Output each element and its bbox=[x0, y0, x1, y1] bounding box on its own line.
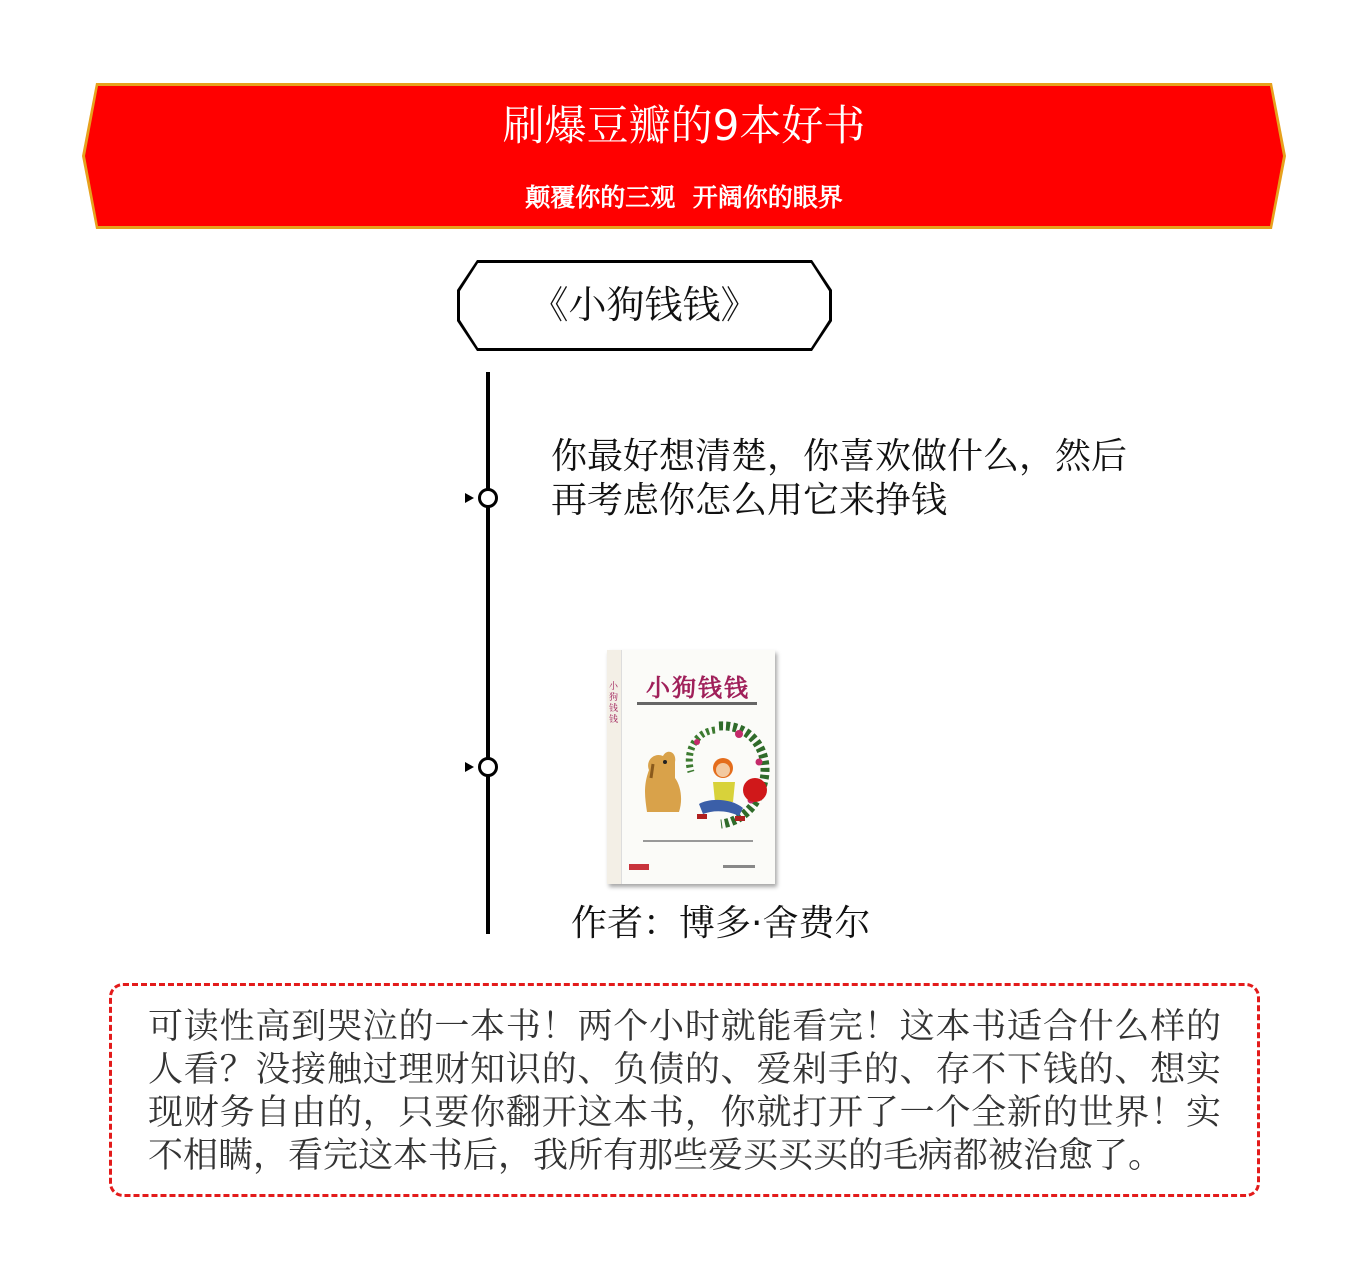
cover-tagline-bar bbox=[637, 702, 757, 705]
cover-spine bbox=[607, 650, 622, 884]
publisher-name-line bbox=[723, 865, 755, 868]
cover-spine-title: 小狗钱钱 bbox=[609, 682, 619, 725]
arrow-right-icon bbox=[465, 762, 474, 772]
publisher-logo bbox=[629, 864, 649, 870]
book-author: 作者：博多·舍费尔 bbox=[571, 903, 871, 944]
dog-and-girl-illustration-icon bbox=[627, 712, 775, 832]
page-subtitle: 颠覆你的三观 开阔你的眼界 bbox=[525, 183, 843, 212]
cover-title: 小狗钱钱 bbox=[646, 674, 750, 702]
page-title: 刷爆豆瓣的9本好书 bbox=[502, 101, 866, 150]
arrow-right-icon bbox=[465, 493, 474, 503]
review-text: 可读性高到哭泣的一本书！两个小时就能看完！这本书适合什么样的人看？没接触过理财知识的、负债的、爱剁手的、存不下钱的、想实现财务自由的，只要你翻开这本书，你就打开了一个全新的世界！实不相瞒，看完这本书后，我所有那些爱买买买的毛病都被治愈了。 bbox=[148, 1007, 1221, 1176]
cover-badge bbox=[743, 778, 767, 802]
timeline-node-icon bbox=[478, 757, 498, 777]
timeline-node-icon bbox=[478, 488, 498, 508]
book-title-box bbox=[457, 260, 832, 351]
timeline-line bbox=[486, 372, 490, 934]
header-banner bbox=[82, 83, 1286, 229]
book-quote: 你最好想清楚，你喜欢做什么，然后再考虑你怎么用它来挣钱 bbox=[551, 436, 1128, 521]
review-box bbox=[109, 983, 1260, 1197]
cover-author-line bbox=[643, 840, 753, 842]
book-cover-image bbox=[607, 650, 775, 884]
book-title: 《小狗钱钱》 bbox=[530, 283, 759, 327]
